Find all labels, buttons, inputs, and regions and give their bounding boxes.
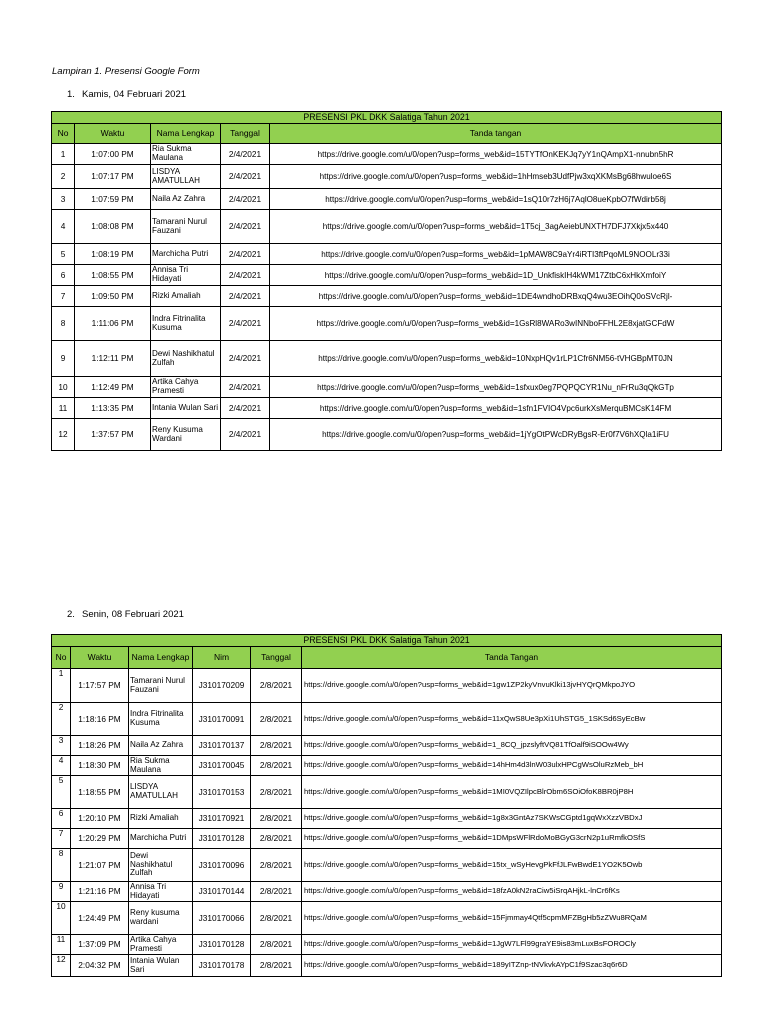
cell-waktu: 1:18:16 PM: [71, 703, 129, 736]
cell-tanggal: 2/4/2021: [221, 307, 270, 341]
cell-waktu: 1:17:57 PM: [71, 669, 129, 703]
table-row: [52, 902, 722, 935]
attendance-table-2: [51, 634, 722, 977]
cell-nama: Rizki Amaliah: [129, 809, 193, 829]
cell-waktu: 1:08:55 PM: [75, 265, 151, 286]
cell-tanggal: 2/4/2021: [221, 165, 270, 189]
table-row: [52, 165, 722, 189]
cell-no: 11: [52, 935, 71, 955]
cell-tanggal: 2/8/2021: [251, 809, 302, 829]
table-row: [52, 809, 722, 829]
col-header-tanda-tangan: Tanda tangan: [270, 124, 722, 144]
cell-waktu: 1:18:30 PM: [71, 756, 129, 776]
cell-waktu: 1:24:49 PM: [71, 902, 129, 935]
table-row: [52, 244, 722, 265]
signature-link[interactable]: https://drive.google.com/u/0/open?usp=forms_web&id=1sQ10r7zH6j7AqlO8ueKpbO7fWdirb58j: [270, 189, 722, 210]
table-title: PRESENSI PKL DKK Salatiga Tahun 2021: [52, 112, 722, 124]
cell-waktu: 1:18:26 PM: [71, 736, 129, 756]
cell-tanggal: 2/8/2021: [251, 955, 302, 977]
cell-no: 4: [52, 210, 75, 244]
cell-waktu: 1:13:35 PM: [75, 398, 151, 419]
section-number: 2.: [67, 609, 75, 620]
cell-no: 12: [52, 955, 71, 977]
signature-link[interactable]: https://drive.google.com/u/0/open?usp=forms_web&id=15TYTfOnKEKJq7yY1nQAmpX1-nnubn5hR: [270, 144, 722, 165]
cell-no: 3: [52, 736, 71, 756]
cell-waktu: 1:21:16 PM: [71, 882, 129, 902]
signature-link[interactable]: https://drive.google.com/u/0/open?usp=forms_web&id=1D_UnkfiskIH4kWM17ZtbC6xHkXmfoiY: [270, 265, 722, 286]
table-row: [52, 736, 722, 756]
cell-nama: Dewi Nashikhatul Zulfah: [151, 341, 221, 377]
cell-nama: Intania Wulan Sari: [151, 398, 221, 419]
cell-waktu: 1:09:50 PM: [75, 286, 151, 307]
cell-no: 6: [52, 809, 71, 829]
col-header-no: No: [52, 124, 75, 144]
signature-link[interactable]: https://drive.google.com/u/0/open?usp=forms_web&id=18fzA0kN2raCiw5iSrqAHjkL-lnCr6fKs: [302, 882, 722, 902]
col-header-waktu: Waktu: [71, 647, 129, 669]
cell-no: 5: [52, 244, 75, 265]
cell-no: 5: [52, 776, 71, 809]
cell-nama: Annisa Tri Hidayati: [151, 265, 221, 286]
signature-link[interactable]: https://drive.google.com/u/0/open?usp=forms_web&id=15Fjmmay4Qtf5cpmMFZBgHb5zZWu8RQaM: [302, 902, 722, 935]
cell-no: 12: [52, 419, 75, 451]
cell-nama: LISDYA AMATULLAH: [151, 165, 221, 189]
signature-link[interactable]: https://drive.google.com/u/0/open?usp=forms_web&id=1jYgOtPWcDRyBgsR-Er0f7V6hXQla1iFU: [270, 419, 722, 451]
signature-link[interactable]: https://drive.google.com/u/0/open?usp=forms_web&id=1pMAW8C9aYr4iRTI3ftPqoML9NOOLr33i: [270, 244, 722, 265]
cell-tanggal: 2/4/2021: [221, 419, 270, 451]
cell-waktu: 1:20:29 PM: [71, 829, 129, 849]
cell-nama: Rizki Amaliah: [151, 286, 221, 307]
table-row: [52, 419, 722, 451]
cell-waktu: 1:37:09 PM: [71, 935, 129, 955]
cell-nama: Tamarani Nurul Fauzani: [151, 210, 221, 244]
col-header-nama: Nama Lengkap: [151, 124, 221, 144]
section-label: Kamis, 04 Februari 2021: [82, 89, 187, 100]
cell-nama: Ria Sukma Maulana: [129, 756, 193, 776]
cell-waktu: 1:08:19 PM: [75, 244, 151, 265]
cell-nim: J310170921: [193, 809, 251, 829]
col-header-tanggal: Tanggal: [221, 124, 270, 144]
table-row: [52, 776, 722, 809]
section-heading-day2: [67, 609, 184, 620]
cell-nama: Ria Sukma Maulana: [151, 144, 221, 165]
cell-tanggal: 2/8/2021: [251, 703, 302, 736]
col-header-nim: Nim: [193, 647, 251, 669]
signature-link[interactable]: https://drive.google.com/u/0/open?usp=forms_web&id=10NxpHQv1rLP1Cfr6NM56-tVHGBpMT0JN: [270, 341, 722, 377]
col-header-no: No: [52, 647, 71, 669]
col-header-waktu: Waktu: [75, 124, 151, 144]
cell-nim: J310170091: [193, 703, 251, 736]
table-row: [52, 210, 722, 244]
cell-waktu: 1:12:49 PM: [75, 377, 151, 398]
cell-nim: J310170144: [193, 882, 251, 902]
cell-nim: J310170137: [193, 736, 251, 756]
signature-link[interactable]: https://drive.google.com/u/0/open?usp=forms_web&id=1sfxux0eg7PQPQCYR1Nu_nFrRu3qQkGTp: [270, 377, 722, 398]
cell-nim: J310170128: [193, 829, 251, 849]
cell-tanggal: 2/4/2021: [221, 398, 270, 419]
table-row: [52, 377, 722, 398]
cell-nim: J310170209: [193, 669, 251, 703]
cell-no: 1: [52, 144, 75, 165]
cell-nim: J310170045: [193, 756, 251, 776]
cell-nama: Marchicha Putri: [151, 244, 221, 265]
cell-tanggal: 2/4/2021: [221, 189, 270, 210]
cell-tanggal: 2/8/2021: [251, 669, 302, 703]
cell-waktu: 1:37:57 PM: [75, 419, 151, 451]
cell-nama: Indra Fitrinalita Kusuma: [151, 307, 221, 341]
cell-nama: Naila Az Zahra: [151, 189, 221, 210]
cell-tanggal: 2/4/2021: [221, 265, 270, 286]
signature-link[interactable]: https://drive.google.com/u/0/open?usp=forms_web&id=1T5cj_3agAeiebUNXTH7DFJ7Xkjx5x440: [270, 210, 722, 244]
cell-tanggal: 2/4/2021: [221, 210, 270, 244]
cell-nim: J310170178: [193, 955, 251, 977]
signature-link[interactable]: https://drive.google.com/u/0/open?usp=forms_web&id=1GsRl8WARo3wINNboFFHL2E8xjatGCFdW: [270, 307, 722, 341]
signature-link[interactable]: https://drive.google.com/u/0/open?usp=forms_web&id=189yITZnp-tNVkvkAYpC1f9Szac3q6r6D: [302, 955, 722, 977]
section-heading-day1: [67, 89, 186, 100]
cell-nama: Intania Wulan Sari: [129, 955, 193, 977]
col-header-tanggal: Tanggal: [251, 647, 302, 669]
cell-no: 6: [52, 265, 75, 286]
cell-waktu: 1:11:06 PM: [75, 307, 151, 341]
cell-tanggal: 2/4/2021: [221, 244, 270, 265]
signature-link[interactable]: https://drive.google.com/u/0/open?usp=forms_web&id=1g8x3GntAz7SKWsCGptd1gqWxXzzVBDxJ: [302, 809, 722, 829]
cell-waktu: 1:21:07 PM: [71, 849, 129, 882]
signature-link[interactable]: https://drive.google.com/u/0/open?usp=forms_web&id=1DE4wndhoDRBxqQ4wu3EOihQ0oSVcRjl-: [270, 286, 722, 307]
cell-tanggal: 2/4/2021: [221, 286, 270, 307]
table-title: PRESENSI PKL DKK Salatiga Tahun 2021: [52, 635, 722, 647]
cell-tanggal: 2/4/2021: [221, 341, 270, 377]
cell-tanggal: 2/8/2021: [251, 829, 302, 849]
section-label: Senin, 08 Februari 2021: [82, 609, 184, 620]
cell-no: 4: [52, 756, 71, 776]
cell-nama: Indra Fitrinalita Kusuma: [129, 703, 193, 736]
table-row: [52, 669, 722, 703]
attendance-table-1: [51, 111, 722, 451]
table-row: [52, 882, 722, 902]
table-row: [52, 955, 722, 977]
table-row: [52, 849, 722, 882]
cell-tanggal: 2/8/2021: [251, 882, 302, 902]
cell-nim: J310170066: [193, 902, 251, 935]
cell-no: 11: [52, 398, 75, 419]
signature-link[interactable]: https://drive.google.com/u/0/open?usp=forms_web&id=1hHmseb3UdfPjw3xqXKMsBg68hwuloe6S: [270, 165, 722, 189]
cell-no: 8: [52, 307, 75, 341]
cell-no: 7: [52, 286, 75, 307]
cell-waktu: 1:18:55 PM: [71, 776, 129, 809]
table-row: [52, 703, 722, 736]
signature-link[interactable]: https://drive.google.com/u/0/open?usp=forms_web&id=15tx_wSyHevgPkFfJLFwBwdE1YO2K5Owb: [302, 849, 722, 882]
signature-link[interactable]: https://drive.google.com/u/0/open?usp=forms_web&id=1gw1ZP2kyVnvuKlki13jvHYQrQMkpoJYO: [302, 669, 722, 703]
table-row: [52, 829, 722, 849]
table-row: [52, 398, 722, 419]
cell-tanggal: 2/8/2021: [251, 736, 302, 756]
cell-waktu: 1:20:10 PM: [71, 809, 129, 829]
cell-nama: Tamarani Nurul Fauzani: [129, 669, 193, 703]
cell-tanggal: 2/8/2021: [251, 935, 302, 955]
cell-nama: Dewi Nashikhatul Zulfah: [129, 849, 193, 882]
cell-nama: LISDYA AMATULLAH: [129, 776, 193, 809]
cell-nama: Marchicha Putri: [129, 829, 193, 849]
cell-nim: J310170096: [193, 849, 251, 882]
cell-no: 8: [52, 849, 71, 882]
cell-waktu: 1:12:11 PM: [75, 341, 151, 377]
cell-nim: J310170153: [193, 776, 251, 809]
signature-link[interactable]: https://drive.google.com/u/0/open?usp=forms_web&id=1JgW7LFl99graYE9is83mLuxBsFOROCly: [302, 935, 722, 955]
cell-waktu: 2:04:32 PM: [71, 955, 129, 977]
cell-no: 9: [52, 341, 75, 377]
cell-nama: Naila Az Zahra: [129, 736, 193, 756]
page-title: Lampiran 1. Presensi Google Form: [52, 66, 200, 77]
cell-no: 1: [52, 669, 71, 703]
section-number: 1.: [67, 89, 75, 100]
table-row: [52, 144, 722, 165]
cell-nama: Artika Cahya Pramesti: [129, 935, 193, 955]
table-row: [52, 265, 722, 286]
col-header-nama: Nama Lengkap: [129, 647, 193, 669]
cell-waktu: 1:08:08 PM: [75, 210, 151, 244]
cell-waktu: 1:07:17 PM: [75, 165, 151, 189]
signature-link[interactable]: https://drive.google.com/u/0/open?usp=forms_web&id=1_8CQ_jpzslyftVQ81TfOalf9iSOOw4Wy: [302, 736, 722, 756]
cell-tanggal: 2/8/2021: [251, 756, 302, 776]
cell-waktu: 1:07:59 PM: [75, 189, 151, 210]
cell-no: 3: [52, 189, 75, 210]
cell-tanggal: 2/4/2021: [221, 377, 270, 398]
signature-link[interactable]: https://drive.google.com/u/0/open?usp=forms_web&id=1MI0VQZIlpcBlrObm6SOiOfoK8BR0jP8H: [302, 776, 722, 809]
cell-tanggal: 2/8/2021: [251, 849, 302, 882]
cell-tanggal: 2/8/2021: [251, 776, 302, 809]
table-row: [52, 189, 722, 210]
cell-nim: J310170128: [193, 935, 251, 955]
cell-no: 7: [52, 829, 71, 849]
cell-no: 2: [52, 165, 75, 189]
table-row: [52, 286, 722, 307]
cell-no: 9: [52, 882, 71, 902]
table-row: [52, 756, 722, 776]
signature-link[interactable]: https://drive.google.com/u/0/open?usp=forms_web&id=14hHm4d3lnW03ulxHPCgWsOluRzMeb_bH: [302, 756, 722, 776]
col-header-tanda-tangan: Tanda Tangan: [302, 647, 722, 669]
cell-waktu: 1:07:00 PM: [75, 144, 151, 165]
signature-link[interactable]: https://drive.google.com/u/0/open?usp=forms_web&id=1DMpsWFlRdoMoBGyG3crN2p1uRmfkOSfS: [302, 829, 722, 849]
table-row: [52, 935, 722, 955]
cell-nama: Reny Kusuma Wardani: [151, 419, 221, 451]
cell-no: 10: [52, 377, 75, 398]
cell-tanggal: 2/4/2021: [221, 144, 270, 165]
cell-nama: Reny kusuma wardani: [129, 902, 193, 935]
signature-link[interactable]: https://drive.google.com/u/0/open?usp=forms_web&id=11xQwS8Ue3pXi1UhSTG5_1SKSd6SyEcBw: [302, 703, 722, 736]
table-row: [52, 341, 722, 377]
cell-nama: Annisa Tri Hidayati: [129, 882, 193, 902]
cell-nama: Artika Cahya Pramesti: [151, 377, 221, 398]
cell-no: 2: [52, 703, 71, 736]
table-row: [52, 307, 722, 341]
signature-link[interactable]: https://drive.google.com/u/0/open?usp=forms_web&id=1sfn1FVIO4Vpc6urkXsMerquBMCsK14FM: [270, 398, 722, 419]
cell-tanggal: 2/8/2021: [251, 902, 302, 935]
cell-no: 10: [52, 902, 71, 935]
